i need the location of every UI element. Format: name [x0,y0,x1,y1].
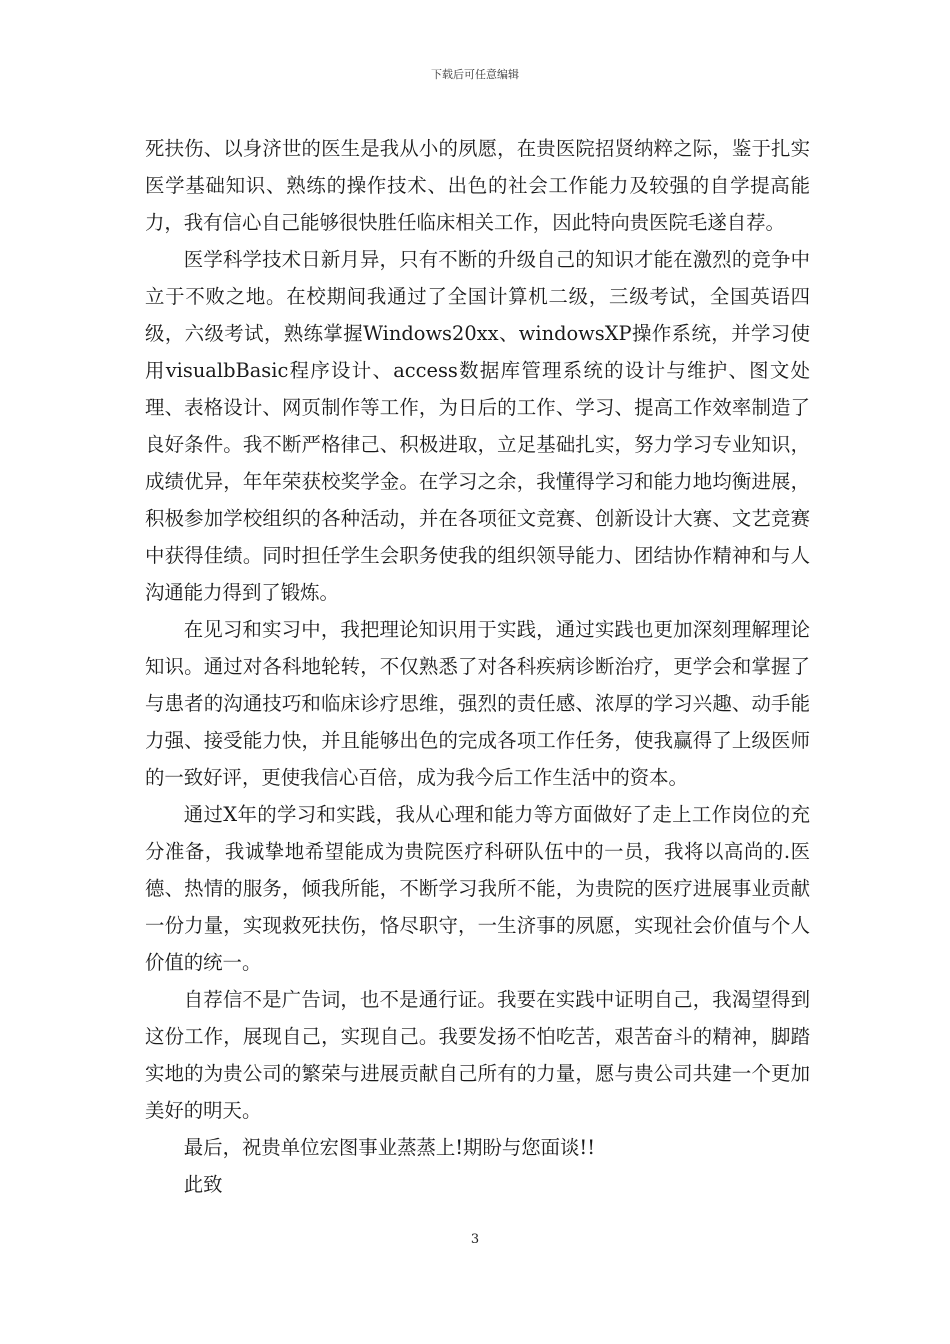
paragraph-closing-wish: 最后，祝贵单位宏图事业蒸蒸上!期盼与您面谈!! [183,1136,595,1159]
paragraph-aspiration: 通过X年的学习和实践，我从心理和能力等方面做好了走上工作岗位的充分准备，我诚挚地希望能成为贵院医疗科研队伍中的一员，我将以高尚的.医德、热情的服务，倾我所能，不断学习我所不能，为贵院的医疗进展事业贡献一份力量，实现救死扶伤，恪尽职守，一生济事的夙愿，实现社会价值与个人价值的统一。 [145,803,810,974]
letter-body [145,130,810,1203]
paragraph-skills: 医学科学技术日新月异，只有不断的升级自己的知识才能在激烈的竞争中立于不败之地。在校期间我通过了全国计算机二级，三级考试，全国英语四级，六级考试，熟练掌握Windows20xx、windowsXP操作系统，并学习使用visualbBasic程序设计、access数据库管理系统的设计与维护、图文处理、表格设计、网页制作等工作，为日后的工作、学习、提高工作效率制造了良好条件。我不断严格律己、积极进取，立足基础扎实，努力学习专业知识，成绩优异，年年荣获校奖学金。在学习之余，我懂得学习和能力地均衡进展，积极参加学校组织的各种活动，并在各项征文竞赛、创新设计大赛、文艺竞赛中获得佳绩。同时担任学生会职务使我的组织领导能力、团结协作精神和与人沟通能力得到了锻炼。 [145,248,810,604]
paragraph-salutation: 此致 [183,1173,223,1196]
paragraph-continuation: 死扶伤、以身济世的医生是我从小的夙愿，在贵医院招贤纳粹之际，鉴于扎实医学基础知识、熟练的操作技术、出色的社会工作能力及较强的自学提高能力，我有信心自己能够很快胜任临床相关工作，因此特向贵医院毛遂自荐。 [145,137,810,234]
page-number: 3 [470,1232,480,1247]
paragraph-internship: 在见习和实习中，我把理论知识用于实践，通过实践也更加深刻理解理论知识。通过对各科地轮转，不仅熟悉了对各科疾病诊断治疗，更学会和掌握了与患者的沟通技巧和临床诊疗思维，强烈的责任感、浓厚的学习兴趣、动手能力强、接受能力快，并且能够出色的完成各项工作任务，使我赢得了上级医师的一致好评，更使我信心百倍，成为我今后工作生活中的资本。 [145,618,810,789]
page-header: 下载后可任意编辑 [431,68,519,81]
paragraph-commitment: 自荐信不是广告词，也不是通行证。我要在实践中证明自己，我渴望得到这份工作，展现自己，实现自己。我要发扬不怕吃苦，艰苦奋斗的精神，脚踏实地的为贵公司的繁荣与进展贡献自己所有的力量，愿与贵公司共建一个更加美好的明天。 [145,988,810,1122]
